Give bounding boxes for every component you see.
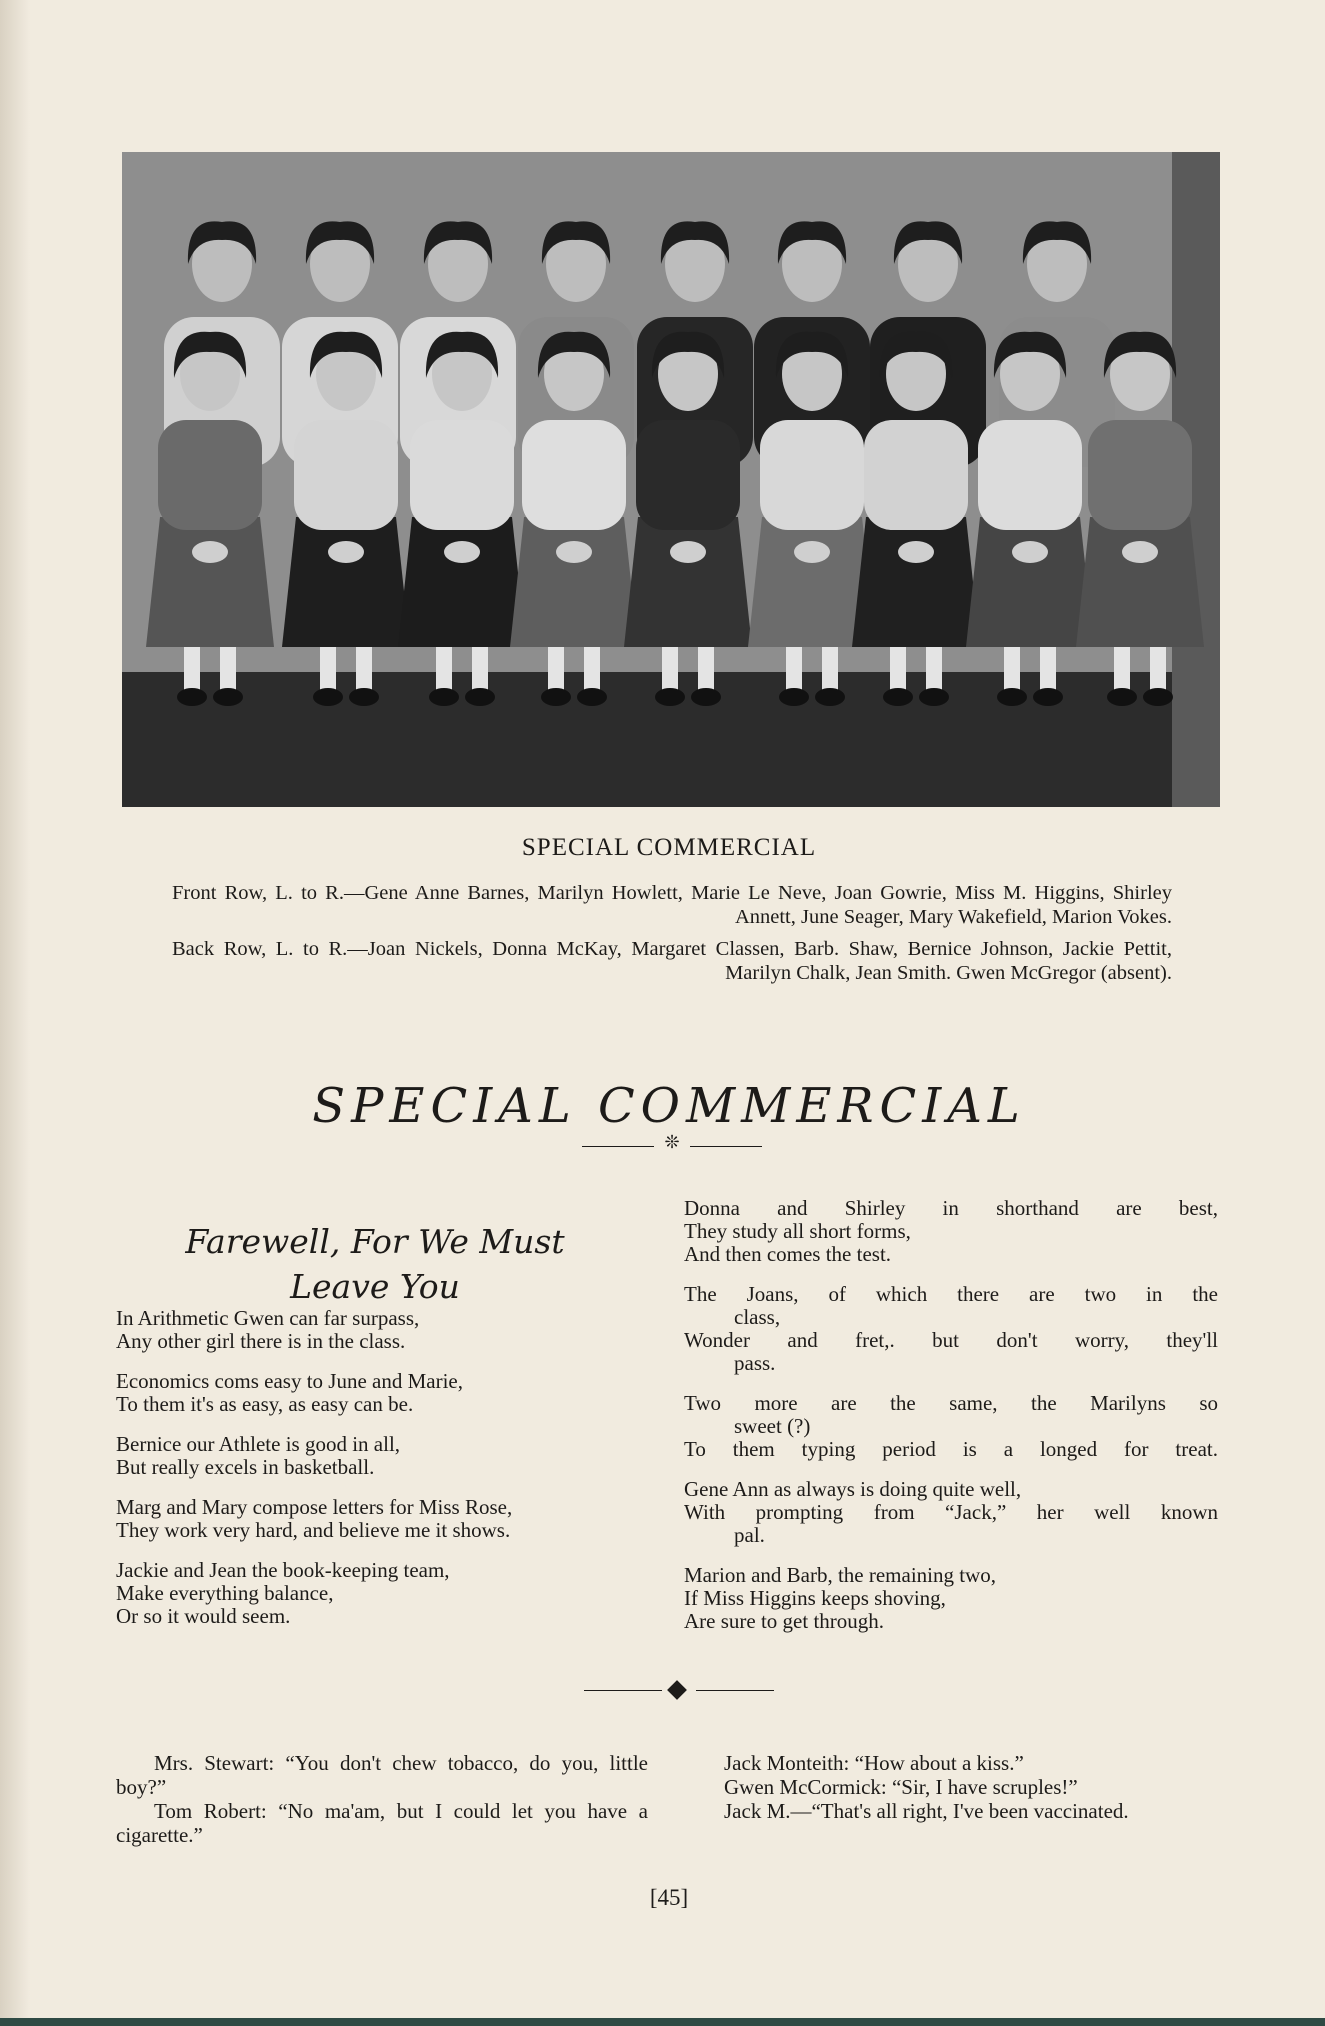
photo-person-front-shoe xyxy=(313,688,343,706)
photo-person-front-shoe xyxy=(429,688,459,706)
poem-line: To them it's as easy, as easy can be. xyxy=(116,1392,414,1416)
joke-line: Jack M.—“That's all right, I've been vaccinated. xyxy=(724,1799,1129,1823)
poem-line: Or so it would seem. xyxy=(116,1604,291,1628)
poem-stanza xyxy=(684,1283,1218,1375)
poem-line: Bernice our Athlete is good in all, xyxy=(116,1432,401,1456)
poem-line: Jackie and Jean the book-keeping team, xyxy=(116,1558,450,1582)
poem-title-line-1: Farewell, For We Must xyxy=(185,1222,565,1262)
page-number: [45] xyxy=(649,1885,689,1910)
photo-person-front-shoe xyxy=(997,688,1027,706)
divider-line-left xyxy=(582,1146,654,1147)
class-photograph xyxy=(122,152,1220,807)
poem-stanza xyxy=(684,1197,1218,1266)
poem-line: class, xyxy=(734,1305,781,1329)
photo-person-front-shoe xyxy=(465,688,495,706)
asterism-icon: ❊ xyxy=(664,1132,680,1153)
poem-line: Marion and Barb, the remaining two, xyxy=(684,1563,997,1587)
photo-person-front-hands xyxy=(444,541,480,563)
photo-person-front-shoe xyxy=(577,688,607,706)
photo-person-front-top xyxy=(410,420,514,530)
poem-line: pal. xyxy=(734,1523,765,1547)
photo-person-front-shoe xyxy=(919,688,949,706)
photo-person-front-shoe xyxy=(883,688,913,706)
photo-person-front-skirt xyxy=(1076,517,1204,647)
divider-line-left xyxy=(584,1690,662,1691)
photo-caption-title: SPECIAL COMMERCIAL xyxy=(521,834,817,861)
poem-line: But really excels in basketball. xyxy=(116,1455,375,1479)
joke-left xyxy=(116,1751,648,1847)
page-binding-shadow xyxy=(0,0,30,2026)
photo-person-front-top xyxy=(1088,420,1192,530)
photo-caption-back-row: Back Row, L. to R.—Joan Nickels, Donna McKay, Margaret Classen, Barb. Shaw, Bernice Johnson, Jackie Pettit, Marilyn Chalk, Jean Smith. Gwen McGregor (absent). xyxy=(172,938,1172,984)
poem-title xyxy=(150,1219,600,1309)
poem-stanza xyxy=(116,1433,644,1479)
photo-person-front-skirt xyxy=(282,517,410,647)
photo-person-front-top xyxy=(636,420,740,530)
poem-title-line-2: Leave You xyxy=(290,1267,460,1307)
class-photograph-drawing xyxy=(122,152,1220,807)
poem-line: With prompting from “Jack,” her well known xyxy=(684,1500,1218,1524)
photo-person-front-shoe xyxy=(541,688,571,706)
poem-stanza xyxy=(684,1392,1218,1461)
poem-line: And then comes the test. xyxy=(684,1242,892,1266)
poem-line: They study all short forms, xyxy=(684,1219,911,1243)
photo-person-front-skirt xyxy=(852,517,980,647)
page-bottom-edge xyxy=(0,2018,1325,2026)
photo-person-front-hands xyxy=(670,541,706,563)
photo-person-front-top xyxy=(978,420,1082,530)
joke-line: Mrs. Stewart: “You don't chew tobacco, do you, little boy?” xyxy=(116,1751,648,1799)
poem-line: Gene Ann as always is doing quite well, xyxy=(684,1477,1022,1501)
page-heading: SPECIAL COMMERCIAL xyxy=(312,1078,1026,1135)
photo-person-front-skirt xyxy=(624,517,752,647)
photo-person-front-shoe xyxy=(655,688,685,706)
poem-stanza xyxy=(116,1370,644,1416)
poem-line: They work very hard, and believe me it shows. xyxy=(116,1518,511,1542)
photo-person-front-skirt xyxy=(398,517,526,647)
divider-line-right xyxy=(696,1690,774,1691)
poem-left-column xyxy=(116,1307,644,1645)
photo-person-front-hands xyxy=(898,541,934,563)
poem-stanza xyxy=(684,1478,1218,1547)
section-divider xyxy=(582,1132,762,1156)
photo-person-front-shoe xyxy=(1033,688,1063,706)
photo-person-front-shoe xyxy=(815,688,845,706)
poem-right-column xyxy=(684,1197,1218,1650)
poem-line: sweet (?) xyxy=(734,1414,811,1438)
joke-line: Gwen McCormick: “Sir, I have scruples!” xyxy=(724,1775,1078,1799)
photo-person-front-shoe xyxy=(177,688,207,706)
poem-line: The Joans, of which there are two in the xyxy=(684,1282,1218,1306)
poem-line: Two more are the same, the Marilyns so xyxy=(684,1391,1218,1415)
joke-right xyxy=(686,1751,1216,1823)
photo-person-front-shoe xyxy=(691,688,721,706)
poem-line: pass. xyxy=(734,1351,776,1375)
photo-person-front-shoe xyxy=(349,688,379,706)
joke-line: Jack Monteith: “How about a kiss.” xyxy=(724,1751,1024,1775)
poem-stanza xyxy=(116,1307,644,1353)
photo-person-front-top xyxy=(864,420,968,530)
jokes-divider xyxy=(584,1680,774,1700)
photo-person-front-top xyxy=(294,420,398,530)
joke-line: Tom Robert: “No ma'am, but I could let you have a cigarette.” xyxy=(116,1799,648,1847)
photo-person-front-hands xyxy=(556,541,592,563)
poem-line: Are sure to get through. xyxy=(684,1609,885,1633)
poem-line: Wonder and fret,. but don't worry, they'll xyxy=(684,1328,1218,1352)
poem-line: Make everything balance, xyxy=(116,1581,334,1605)
photo-caption-front-row: Front Row, L. to R.—Gene Anne Barnes, Marilyn Howlett, Marie Le Neve, Joan Gowrie, Miss M. Higgins, Shirley Annett, June Seager, Mary Wakefield, Marion Vokes. xyxy=(172,882,1172,928)
photo-person-front-top xyxy=(760,420,864,530)
photo-person-front-hands xyxy=(1122,541,1158,563)
diamond-icon xyxy=(667,1680,687,1700)
photo-person-front-shoe xyxy=(213,688,243,706)
poem-line: Economics coms easy to June and Marie, xyxy=(116,1369,463,1393)
photo-person-front-top xyxy=(158,420,262,530)
photo-person-front-skirt xyxy=(146,517,274,647)
photo-person-front-hands xyxy=(192,541,228,563)
poem-stanza xyxy=(116,1496,644,1542)
photo-person-front-hands xyxy=(328,541,364,563)
poem-line: In Arithmetic Gwen can far surpass, xyxy=(116,1306,420,1330)
photo-person-front-shoe xyxy=(1107,688,1137,706)
poem-line: Any other girl there is in the class. xyxy=(116,1329,406,1353)
photo-person-front-hands xyxy=(1012,541,1048,563)
photo-person-front-hands xyxy=(794,541,830,563)
photo-person-front-shoe xyxy=(1143,688,1173,706)
photo-person-front-shoe xyxy=(779,688,809,706)
photo-person-front-skirt xyxy=(966,517,1094,647)
poem-line: Marg and Mary compose letters for Miss Rose, xyxy=(116,1495,513,1519)
photo-person-front-skirt xyxy=(510,517,638,647)
poem-stanza xyxy=(116,1559,644,1628)
photo-person-front-top xyxy=(522,420,626,530)
poem-line: Donna and Shirley in shorthand are best, xyxy=(684,1196,1218,1220)
poem-line: If Miss Higgins keeps shoving, xyxy=(684,1586,946,1610)
poem-stanza xyxy=(684,1564,1218,1633)
divider-line-right xyxy=(690,1146,762,1147)
poem-line: To them typing period is a longed for treat. xyxy=(684,1437,1218,1461)
